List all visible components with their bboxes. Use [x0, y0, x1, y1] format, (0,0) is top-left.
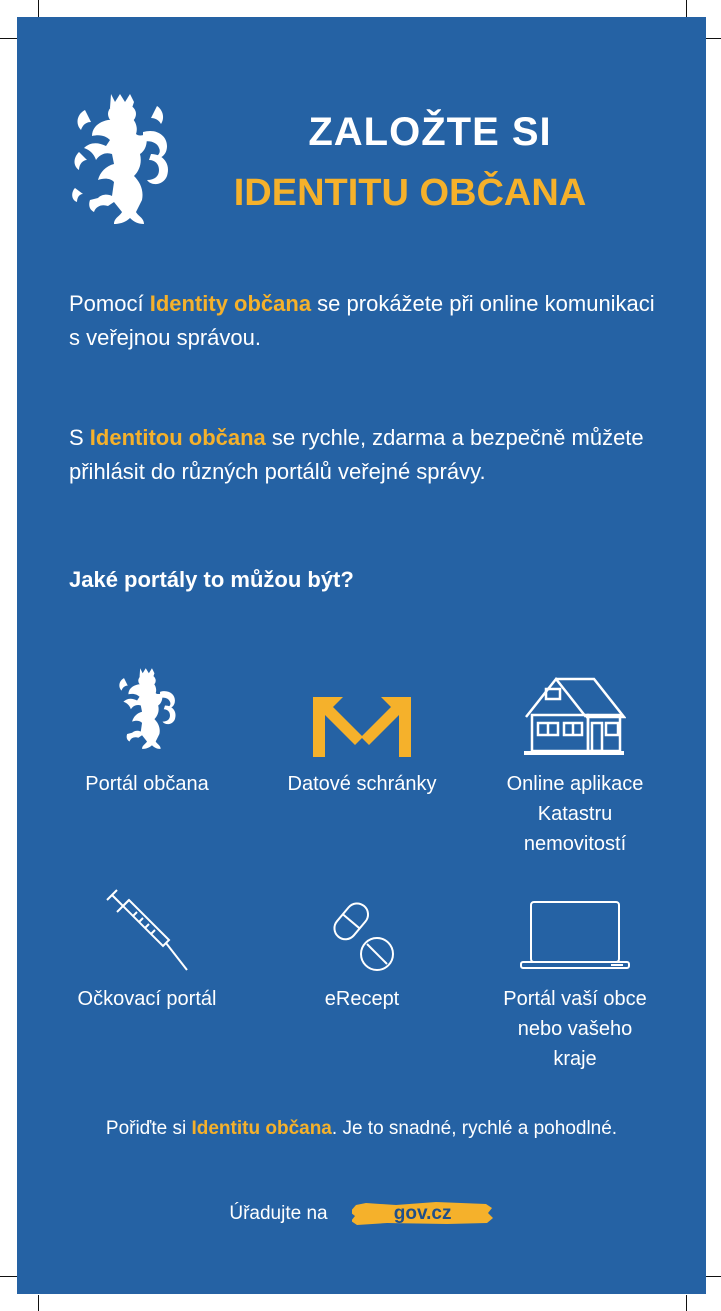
syringe-icon [42, 877, 252, 972]
footer-line-2 [17, 1197, 706, 1231]
crop-mark [686, 0, 687, 18]
portal-item-datove-schranky [257, 662, 467, 799]
portal-label: Datové schránky [287, 773, 437, 795]
crop-mark [38, 1295, 39, 1311]
highlight-text: Identitu občana [191, 1118, 332, 1139]
intro-paragraph-2: S Identitou občana se rychle, zdarma a bezpečně můžete přihlásit do různých portálů veřejné správy. [69, 425, 644, 484]
footer-line-1: Pořiďte si Identitu občana. Je to snadné, rychlé a pohodlné. [105, 1118, 618, 1139]
flyer [17, 17, 706, 1294]
portal-label: Očkovací portál [77, 988, 217, 1010]
portal-label: Portál občana [85, 773, 209, 795]
crop-mark [0, 1276, 18, 1277]
crop-mark [705, 38, 721, 39]
title-line1: ZALOŽTE SI [308, 110, 552, 154]
title-line2: IDENTITU OBČANA [233, 172, 587, 214]
portal-label: Online aplikace Katastru nemovitostí [506, 773, 644, 855]
gov-cz-link[interactable]: gov.cz [352, 1199, 494, 1229]
intro-paragraph-1: Pomocí Identity občana se prokážete při online komunikaci s veřejnou správou. [69, 291, 655, 350]
databox-icon [257, 662, 467, 757]
portal-label: eRecept [324, 988, 400, 1010]
crop-mark [0, 38, 18, 39]
footer-text: Úřadujte na [229, 1203, 328, 1224]
portal-item-erecept [257, 877, 467, 1014]
portals-question: Jaké portály to můžou být? [69, 567, 354, 592]
pills-icon [257, 877, 467, 972]
house-icon [470, 662, 680, 757]
highlight-text: Identity občana [149, 291, 312, 316]
laptop-icon [470, 877, 680, 972]
highlight-text: Identitou občana [89, 425, 266, 450]
lion-icon [42, 662, 252, 757]
czech-lion-emblem-icon [67, 92, 177, 237]
portal-label: Portál vaší obce nebo vašeho kraje [503, 988, 647, 1070]
portal-item-portal-obcana [42, 662, 252, 799]
crop-mark [686, 1295, 687, 1311]
portal-item-ockovaci-portal [42, 877, 252, 1014]
crop-mark [705, 1276, 721, 1277]
crop-mark [38, 0, 39, 18]
portal-item-katastr [470, 662, 680, 859]
portal-item-portal-obce [470, 877, 680, 1074]
